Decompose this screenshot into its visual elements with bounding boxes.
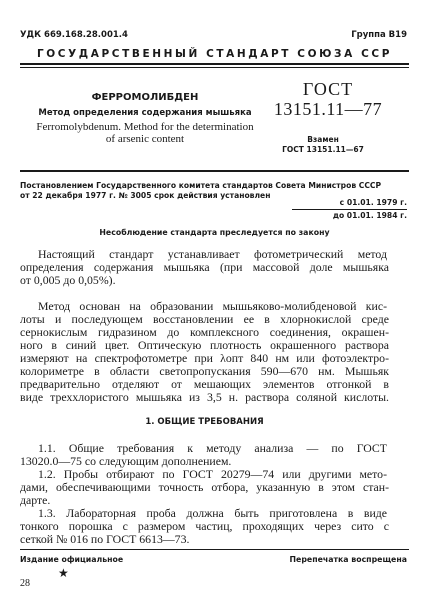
top-rule-thick: [20, 63, 409, 65]
group-code: Группа В19: [351, 30, 407, 40]
gost-number: 13151.11—77: [273, 99, 383, 119]
paragraph-line: дами, обеспечивающими точность отбора, указанную в этом стан-: [20, 480, 389, 494]
intro-paragraph-continued: [20, 261, 389, 287]
decree-line: Постановлением Государственного комитета стандартов Совета Министров СССР: [20, 181, 382, 190]
paragraph-line: предварительно отделяют от мешающих элементов отгонкой в: [20, 377, 389, 391]
star-icon: ★: [58, 566, 69, 580]
method-paragraph-continued: [20, 313, 389, 404]
gost-label: ГОСТ: [302, 79, 354, 99]
page-number: 28: [20, 578, 30, 589]
paragraph-line: Настоящий стандарт устанавливает фотометрический метод: [38, 247, 387, 261]
date-underline: [292, 209, 407, 210]
english-title-line: Ferromolybdenum. Method for the determination: [36, 121, 254, 133]
paragraph-line: лоты и последующем восстановлении ее в хлорнокислой среде: [20, 312, 389, 326]
paragraph-line: сернокислым гидразином до комплексного соединения, окрашен-: [20, 325, 389, 339]
document-title: ФЕРРОМОЛИБДЕН: [91, 92, 199, 103]
top-rule-thin: [20, 67, 409, 68]
replaces-label: Взамен: [307, 135, 339, 144]
reprint-prohibited-label: Перепечатка воспрещена: [289, 555, 407, 564]
paragraph-line: 1.2. Пробы отбирают по ГОСТ 20279—74 или другими мето-: [38, 467, 387, 481]
clause-1-3-continued: [20, 520, 389, 546]
effective-to-date: до 01.01. 1984 г.: [332, 211, 407, 220]
replaces-value: ГОСТ 13151.11—67: [282, 145, 364, 154]
official-edition-label: Издание официальное: [20, 555, 124, 564]
english-title: [20, 121, 270, 145]
paragraph-line: колориметре в области светопропускания 590—670 нм. Мышьяк: [20, 364, 389, 378]
effective-from-date: с 01.01. 1979 г.: [339, 198, 407, 207]
paragraph-line: 1.1. Общие требования к методу анализа — по ГОСТ: [38, 441, 387, 455]
document-subtitle: Метод определения содержания мышьяка: [38, 108, 252, 118]
paragraph-line: Метод основан на образовании мышьяково-молибденовой кис-: [38, 299, 387, 313]
paragraph-line: тонкого порошка с размером частиц, проходящих через сито с: [20, 519, 389, 533]
paragraph-line: от 0,005 до 0,05%).: [20, 273, 116, 287]
paragraph-line: сеткой № 016 по ГОСТ 6613—73.: [20, 532, 190, 546]
section-heading: 1. ОБЩИЕ ТРЕБОВАНИЯ: [145, 417, 264, 427]
middle-rule: [20, 170, 409, 172]
paragraph-line: 1.3. Лабораторная проба должна быть приготовлена в виде: [38, 506, 387, 520]
compliance-notice: Несоблюдение стандарта преследуется по закону: [99, 228, 330, 237]
paragraph-line: ного в синий цвет. Оптическую плотность окрашенного раствора: [20, 338, 389, 352]
paragraph-line: виде треххлористого мышьяка из 3,5 н. раствора соляной кислоты.: [20, 390, 389, 404]
standard-banner: ГОСУДАРСТВЕННЫЙ СТАНДАРТ СОЮЗА ССР: [36, 48, 392, 60]
udk-code: УДК 669.168.28.001.4: [20, 30, 128, 40]
paragraph-line: дарте.: [20, 493, 51, 507]
decree-line: от 22 декабря 1977 г. № 3005 срок действия установлен: [20, 191, 271, 200]
paragraph-line: 13020.0—75 со следующим дополнением.: [20, 454, 232, 468]
clause-1-2-continued: [20, 481, 389, 507]
paragraph-line: определения содержания мышьяка (при массовой доле мышьяка: [20, 260, 389, 274]
english-title-line: of arsenic content: [105, 133, 185, 145]
footer-rule: [20, 549, 409, 550]
paragraph-line: измеряют на спектрофотометре при λопт 840 нм или фотоэлектро-: [20, 351, 389, 365]
